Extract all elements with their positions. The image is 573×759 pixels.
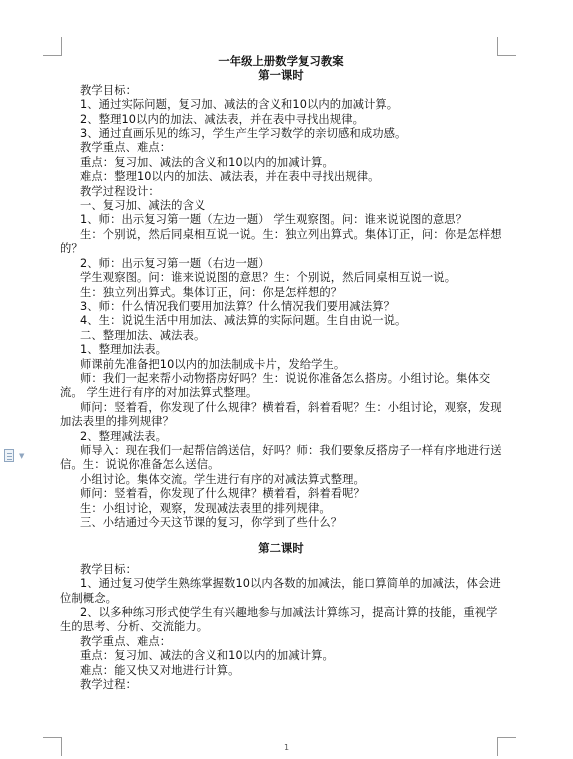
text-line: 难点：能又快又对地进行计算。 [80,663,240,677]
page-number: 1 [283,743,290,752]
document-icon [4,449,14,462]
text-paragraph: 2、以多种练习形式使学生有兴趣地参与加减法计算练习，提高计算的技能，重视学生的思考、分析、交流能力。 [60,606,498,634]
text-line: 教学过程： [80,678,137,692]
paste-options-icon[interactable] [4,449,30,463]
text-line: 师问：竖着看，你发现了什么规律？横着看，斜着看呢？ [80,487,365,501]
text-paragraph: 生：个别说，然后同桌相互说一说。生：独立列出算式。集体订正，问：你是怎样想的？ [60,227,502,256]
text-line: 重点：复习加、减法的含义和10以内的加减计算。 [80,649,334,663]
corner-mark-top-left [43,37,62,56]
text-paragraph: 师导入：现在我们一起帮信鸽送信，好吗？师：我们要象反搭房子一样有序地进行送信。生：说说你准备怎么送信。 [60,443,502,472]
section-gap [60,530,502,542]
text-line: 小组讨论。集体交流。学生进行有序的对减法算式整理。 [80,472,365,486]
document-title: 一年级上册数学复习教案 [218,55,344,68]
text-line: 3、师：什么情况我们要用加法算？什么情况我们要用减法算？ [80,299,396,313]
text-paragraph: 1、通过复习使学生熟练掌握数10以内各数的加减法，能口算简单的加减法，体会进位制概念。 [60,577,501,605]
text-line: 4、生：说说生活中用加法、减法算的实际问题。生自由说一说。 [80,314,407,328]
text-line: 师课前先准备把10以内的加法制成卡片，发给学生。 [80,357,346,371]
lesson1-heading: 第一课时 [258,69,304,83]
text-line: 教学重点、难点： [80,634,172,648]
text-line: 教学重点、难点： [80,141,172,155]
text-line: 学生观察图。问：谁来说说图的意思？生：个别说，然后同桌相互说一说。 [80,271,457,285]
document-body [60,55,502,692]
lesson2-heading: 第二课时 [258,542,304,556]
text-line: 生：独立列出算式。集体订正，问：你是怎样想的？ [80,285,343,299]
text-line: 三、小结通过今天这节课的复习，你学到了些什么？ [80,516,343,529]
text-line: 2、整理10以内的加法、减法表，并在表中寻找出规律。 [80,112,364,126]
text-line: 教学目标： [80,83,137,97]
text-line: 1、师：出示复习第一题（左边一题） 学生观察图。问：谁来说说图的意思？ [80,213,468,227]
text-line: 3、通过直画乐见的练习，学生产生学习数学的亲切感和成功感。 [80,127,407,141]
text-line: 重点：复习加、减法的含义和10以内的加减计算。 [80,155,334,169]
text-paragraph: 师问：竖着看，你发现了什么规律？横着看，斜着看呢？生：小组讨论，观察，发现加法表里的排列规律？ [60,400,502,429]
text-line: 2、整理减法表。 [80,429,168,443]
text-line: 教学过程设计： [80,184,160,198]
corner-mark-top-right [497,37,516,56]
text-line: 生：小组讨论，观察，发现减法表里的排列规律。 [80,501,331,515]
text-line: 难点：整理10以内的加法、减法表，并在表中寻找出规律。 [80,170,380,184]
text-line: 2、师：出示复习第一题（右边一题） [80,256,270,270]
text-line: 二、整理加法、减法表。 [80,328,206,342]
text-line: 1、整理加法表。 [80,343,168,357]
text-line: 教学目标： [80,562,137,576]
text-line: 1、通过实际问题，复习加、减法的含义和10以内的加减计算。 [80,98,399,112]
text-line: 一、复习加、减法的含义 [80,199,206,213]
chevron-down-icon: ▼ [19,452,25,460]
text-paragraph: 师：我们一起来帮小动物搭房好吗？生：说说你准备怎么搭房。小组讨论。集体交流。 学生进行有序的对加法算式整理。 [60,371,491,400]
